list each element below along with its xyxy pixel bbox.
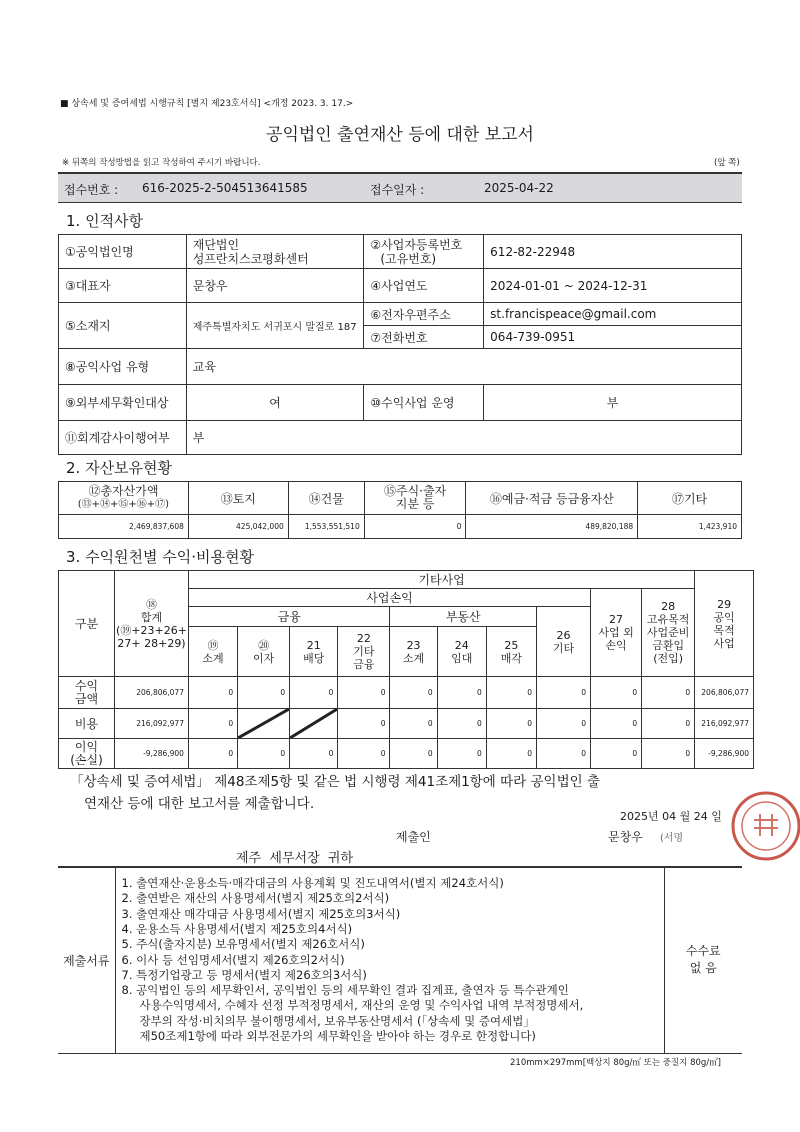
cell: 0 [642,739,695,769]
ext-label: ⑨외부세무확인대상 [59,385,187,421]
audit-label: ⑪회계감사이행여부 [59,421,187,455]
cell: 216,092,977 [695,709,754,739]
cell: 0 [290,739,338,769]
type-value: 교육 [186,349,741,385]
ext-value: 여 [186,385,364,421]
paper-spec: 210mm×297mm[백상지 80g/㎡ 또는 중질지 80g/㎡] [510,1058,721,1068]
submit-date: 2025년 04 월 24 일 [620,810,722,823]
cell: 0 [591,739,642,769]
statement-line-1: 「상속세 및 증여세법」 제48조제5항 및 같은 법 시행령 제41조제1항에 따라 공익법인 출 [70,774,601,790]
slashed-cell [290,709,338,739]
cell: 206,806,077 [695,677,754,709]
cell: 0 [437,739,486,769]
cell: 0 [536,677,590,709]
asset-other-value: 1,423,910 [638,515,742,539]
asset-total-value: 2,469,837,608 [59,515,189,539]
cell: 0 [536,709,590,739]
list-item: 2. 출연받은 재산의 사용명세서(별지 제25호의2서식) [121,891,390,906]
cell: 0 [437,677,486,709]
personal-info-table [58,234,742,455]
submitter-label: 제출인 [396,830,431,844]
cell: 0 [390,709,437,739]
phone-label: ⑦전화번호 [364,326,484,349]
cell: 0 [238,677,290,709]
receipt-date-label: 접수일자 : [370,183,425,197]
cell: 0 [591,709,642,739]
instruction-note: ※ 뒤쪽의 작성방법을 읽고 작성하여 주시기 바랍니다. [62,158,261,168]
email-label: ⑥전자우편주소 [364,303,484,326]
col-20-header: ⑳ 이자 [238,627,290,677]
asset-deposit-value: 489,820,188 [466,515,638,539]
asset-stock-value: 0 [364,515,466,539]
phone-value: 064-739-0951 [484,326,742,349]
email-value: st.francispeace@gmail.com [484,303,742,326]
asset-other-header: ⑰기타 [638,482,742,515]
col-22-header: 22 기타 금융 [338,627,390,677]
realestate-header: 부동산 [390,607,537,627]
list-item: 제50조제1항에 따라 외부전문가의 세무확인을 받아야 하는 경우로 한정합니다) [139,1029,536,1044]
slashed-cell [238,709,290,739]
asset-building-header: ⑭건물 [288,482,364,515]
receipt-date-value: 2025-04-22 [484,181,554,195]
cell: 216,092,977 [115,709,189,739]
sum-header: ⑱ 합계 (⑲+23+26+ 27+ 28+29) [115,571,189,677]
cell: 0 [338,709,390,739]
col-27-header: 27 사업 외 손익 [591,589,642,677]
page-side: (앞 쪽) [714,158,740,168]
cell: 0 [437,709,486,739]
cell: 0 [338,677,390,709]
addr-label: ⑤소재지 [59,303,187,349]
list-item: 7. 특정기업광고 등 명세서(별지 제26호의3서식) [121,967,367,982]
list-item: 6. 이사 등 선임명세서(별지 제26호의2서식) [121,952,345,967]
recipient: 제주 세무서장 귀하 [236,851,354,866]
profit-label: ⑩수익사업 운영 [364,385,484,421]
type-label: ⑧공익사업 유형 [59,349,187,385]
row-label: 비용 [59,709,115,739]
col-23-header: 23 소계 [390,627,437,677]
bizno-value: 612-82-22948 [484,235,742,269]
documents-table [58,866,742,1054]
other-biz-header: 기타사업 [188,571,694,589]
cell: 0 [390,677,437,709]
cell: -9,286,900 [115,739,189,769]
asset-land-value: 425,042,000 [188,515,288,539]
section-2-title: 2. 자산보유현황 [66,459,173,477]
receipt-no-label: 접수번호 : [64,183,119,197]
section-3-title: 3. 수익원천별 수익·비용현황 [66,548,255,566]
table-row [59,677,754,709]
section-1-title: 1. 인적사항 [66,212,144,230]
col-24-header: 24 임대 [437,627,486,677]
table-row [59,709,754,739]
cell: 0 [188,739,237,769]
row-label: 수익 금액 [59,677,115,709]
asset-land-header: ⑬토지 [188,482,288,515]
col-29-header: 29 공익 목적 사업 [695,571,754,677]
cell: 0 [486,739,536,769]
cell: 0 [238,739,290,769]
col-21-header: 21 배당 [290,627,338,677]
official-seal [730,790,800,862]
cell: 0 [486,677,536,709]
asset-deposit-header: ⑯예금·적금 등금융자산 [466,482,638,515]
asset-table [58,481,742,539]
asset-stock-header: ⑮주식·출자 지분 등 [364,482,466,515]
finance-header: 금융 [188,607,390,627]
col-25-header: 25 매각 [486,627,536,677]
cell: 0 [591,677,642,709]
list-item: 1. 출연재산·운용소득·매각대금의 사용계획 및 진도내역서(별지 제24호서식) [121,876,504,891]
cell: -9,286,900 [695,739,754,769]
corp-name-value: 재단법인 성프란치스코평화센터 [186,235,364,269]
col-28-header: 28 고유목적 사업준비 금환입 (전입) [642,589,695,677]
year-value: 2024-01-01 ~ 2024-12-31 [484,269,742,303]
year-label: ④사업연도 [364,269,484,303]
list-item: 4. 운용소득 사용명세서(별지 제25호의4서식) [121,922,353,936]
list-item: 장부의 작성·비치의무 불이행명세서, 보유부동산명세서 (「상속세 및 증여세법」 [139,1013,535,1028]
asset-building-value: 1,553,551,510 [288,515,364,539]
cell: 0 [642,677,695,709]
biz-profit-header: 사업손익 [188,589,590,607]
gubun-header: 구분 [59,571,115,677]
docs-label: 제출서류 [58,867,115,1053]
form-header: ■ 상속세 및 증여세법 시행규칙 [별지 제23호서식] <개정 2023. 3. 17.> [60,99,354,109]
submitter-name: 문창우 [608,830,643,844]
table-row [59,739,754,769]
addr-value: 제주특별자치도 서귀포시 말질로 187 [186,303,364,349]
col-26-header: 26 기타 [536,607,590,677]
cell: 0 [390,739,437,769]
cell: 0 [338,739,390,769]
profit-value: 부 [484,385,742,421]
list-item: 8. 공익법인 등의 세무확인서, 공익법인 등의 세무확인 결과 집계표, 출연자 등 특수관계인 [121,983,569,998]
cell: 0 [188,677,237,709]
corp-name-label: ①공익법인명 [59,235,187,269]
bizno-label: ②사업자등록번호 (고유번호) [364,235,484,269]
rep-label: ③대표자 [59,269,187,303]
docs-list [115,867,664,1053]
asset-total-header: ⑫총자산가액 (⑬+⑭+⑮+⑯+⑰) [59,482,189,515]
cell: 0 [486,709,536,739]
cell: 0 [290,677,338,709]
list-item: 사용수익명세서, 수혜자 선정 부적정명세서, 재산의 운영 및 수익사업 내역 부적정명세서, [139,998,584,1013]
cell: 206,806,077 [115,677,189,709]
receipt-no-value: 616-2025-2-504513641585 [142,181,308,195]
cell: 0 [536,739,590,769]
col-19-header: ⑲ 소계 [188,627,237,677]
cell: 0 [188,709,237,739]
diagonal-slash [238,709,289,738]
audit-value: 부 [186,421,741,455]
diagonal-slash [290,709,337,738]
list-item: 5. 주식(출자지분) 보유명세서(별지 제26호서식) [121,937,365,952]
statement-line-2: 연재산 등에 대한 보고서를 제출합니다. [84,796,315,812]
list-item: 3. 출연재산 매각대금 사용명세서(별지 제25호의3서식) [121,906,401,921]
sign-label: (서명 [660,833,684,844]
row-label: 이익 (손실) [59,739,115,769]
fee-cell: 수수료 없 음 [664,867,742,1053]
page-title: 공익법인 출연재산 등에 대한 보고서 [266,125,534,145]
seal-icon [730,790,800,862]
cell: 0 [642,709,695,739]
rep-value: 문창우 [186,269,364,303]
income-table [58,570,754,769]
